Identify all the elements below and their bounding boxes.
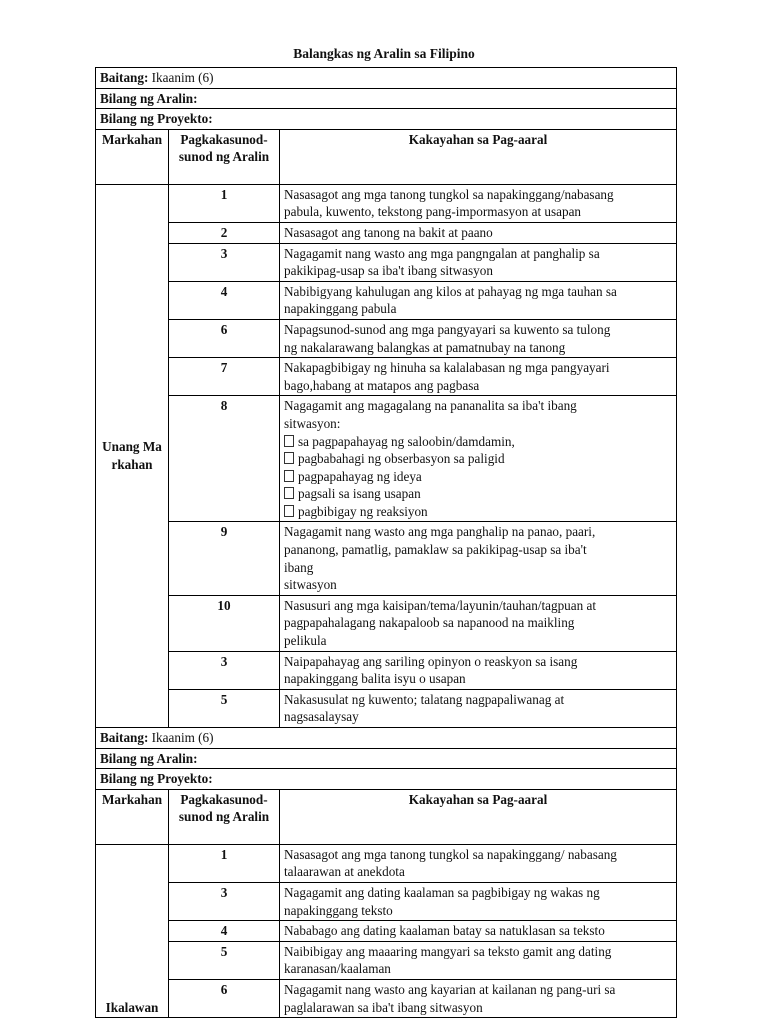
skill-description [280,595,677,651]
table-row [96,941,677,979]
skill-bullet-item [284,450,672,468]
grade-row [96,68,677,89]
table-row [96,651,677,689]
skill-text-line: Napagsunod-sunod ang mga pangyayari sa kuwento sa tulong [284,321,611,337]
skill-description [280,522,677,595]
table-row [96,222,677,243]
table-row [96,184,677,222]
quarter-name: Ikalawan [96,844,169,1017]
grade-value: Ikaanim (6) [151,70,214,85]
table-row [96,595,677,651]
checkbox-bullet-icon [284,435,294,447]
skill-description [280,941,677,979]
skill-text-line: Nasasagot ang mga tanong tungkol sa napakinggang/ nabasang [284,846,617,862]
grade-label: Baitang: [100,730,149,745]
header-skill: Kakayahan sa Pag-aaral [280,129,677,184]
table-header-row [96,789,677,844]
skill-text-line: Nasasagot ang mga tanong tungkol sa napakinggang/nabasang [284,186,614,202]
skill-text-line: paglalarawan sa iba't ibang sitwasyon [284,999,483,1015]
skill-text-line: Nakapagbibigay ng hinuha sa kalalabasan ng mga pangyayari [284,360,610,376]
grade-value: Ikaanim (6) [151,730,214,745]
skill-description [280,979,677,1017]
skill-description [280,689,677,727]
table-row [96,68,677,89]
lesson-sequence-number: 8 [169,396,280,522]
skill-bullet-text: pagsali sa isang usapan [298,486,421,502]
skill-text-line: Nagagamit ang magagalang na pananalita sa iba't ibang [284,398,577,414]
lesson-sequence-number: 3 [169,882,280,920]
table-body [96,68,677,1018]
table-row [96,979,677,1017]
skill-bullet-text: sa pagpapahayag ng saloobin/damdamin, [298,433,515,449]
skill-text-line: pakikipag-usap sa iba't ibang sitwasyon [284,263,493,279]
skill-text-line: ng nakalarawang balangkas at pamatnubay na tanong [284,339,566,355]
header-quarter: Markahan [96,789,169,844]
lesson-number-row [96,88,677,109]
lesson-sequence-number: 1 [169,844,280,882]
skill-text-line: sitwasyon [284,577,337,593]
skill-description [280,222,677,243]
skill-description [280,882,677,920]
header-sequence: Pagkakasunod-sunod ng Aralin [169,789,280,844]
lesson-sequence-number: 4 [169,281,280,319]
skill-bullet-item [284,468,672,486]
table-row [96,728,677,749]
skill-description [280,358,677,396]
skill-text-line: Naipapahayag ang sariling opinyon o reaskyon sa isang [284,653,578,669]
document-title: Balangkas ng Aralin sa Filipino [293,46,475,61]
checkbox-bullet-icon [284,470,294,482]
table-header-row [96,129,677,184]
skill-text-line: ibang [284,559,314,575]
skill-text-line: Nagagamit nang wasto ang kayarian at kailanan ng pang-uri sa [284,981,616,997]
skill-text-line: Nagagamit nang wasto ang mga pangngalan at panghalip sa [284,245,600,261]
skill-description [280,844,677,882]
skill-description [280,651,677,689]
checkbox-bullet-icon [284,505,294,517]
skill-text-line: napakinggang pabula [284,301,397,317]
table-row [96,319,677,357]
skill-text-line: napakinggang balita isyu o usapan [284,671,466,687]
skill-text-line: bago,habang at matapos ang pagbasa [284,377,480,393]
skill-text-line: Nagagamit nang wasto ang mga panghalip na panao, paari, [284,524,596,540]
skill-bullet-text: pagbibigay ng reaksiyon [298,503,428,519]
lesson-outline-table [95,67,677,1018]
quarter-name: Unang Markahan [96,184,169,727]
skill-bullet-text: pagbabahagi ng obserbasyon sa paligid [298,451,505,467]
skill-bullet-item [284,433,672,451]
skill-text-line: talaarawan at anekdota [284,864,405,880]
skill-text-line: Nagagamit ang dating kaalaman sa pagbibigay ng wakas ng [284,884,600,900]
lesson-sequence-number: 2 [169,222,280,243]
checkbox-bullet-icon [284,452,294,464]
header-quarter: Markahan [96,129,169,184]
lesson-sequence-number: 5 [169,689,280,727]
skill-description [280,243,677,281]
lesson-sequence-number: 10 [169,595,280,651]
skill-text-line: Nasasagot ang tanong na bakit at paano [284,224,493,240]
skill-text-line: karanasan/kaalaman [284,961,391,977]
skill-bullet-text: pagpapahayag ng ideya [298,468,422,484]
lesson-sequence-number: 5 [169,941,280,979]
skill-description [280,184,677,222]
skill-text-line: napakinggang teksto [284,902,393,918]
skill-text-line: Nabibigyang kahulugan ang kilos at pahayag ng mga tauhan sa [284,283,617,299]
skill-text-line: Nasusuri ang mga kaisipan/tema/layunin/tauhan/tagpuan at [284,597,597,613]
project-number-label: Bilang ng Proyekto: [100,771,213,787]
skill-description [280,319,677,357]
skill-bullet-item [284,503,672,521]
lesson-sequence-number: 4 [169,921,280,942]
project-number-row [96,769,677,790]
skill-text-line: pananong, pamatlig, pamaklaw sa pakikipag-usap sa iba't [284,542,587,558]
grade-label: Baitang: [100,70,149,85]
table-row [96,243,677,281]
skill-bullet-item [284,485,672,503]
skill-text-line: pagpapahalagang nakapaloob sa napanood na maikling [284,615,575,631]
table-row [96,88,677,109]
skill-text-line: sitwasyon: [284,415,341,431]
header-skill: Kakayahan sa Pag-aaral [280,789,677,844]
skill-description [280,281,677,319]
table-row [96,844,677,882]
grade-row [96,728,677,749]
lesson-sequence-number: 9 [169,522,280,595]
table-row [96,748,677,769]
skill-description [280,396,677,522]
lesson-sequence-number: 7 [169,358,280,396]
skill-description [280,921,677,942]
table-row [96,689,677,727]
table-row [96,769,677,790]
lesson-sequence-number: 3 [169,243,280,281]
skill-text-line: pabula, kuwento, tekstong pang-impormasyon at usapan [284,204,582,220]
table-row [96,281,677,319]
lesson-number-label: Bilang ng Aralin: [100,90,198,106]
checkbox-bullet-icon [284,487,294,499]
lesson-number-label: Bilang ng Aralin: [100,750,198,766]
lesson-number-row [96,748,677,769]
table-row [96,882,677,920]
header-sequence: Pagkakasunod-sunod ng Aralin [169,129,280,184]
project-number-label: Bilang ng Proyekto: [100,111,213,127]
project-number-row [96,109,677,130]
skill-text-line: nagsasalaysay [284,709,359,725]
skill-text-line: Naibibigay ang maaaring mangyari sa teksto gamit ang dating [284,943,612,959]
lesson-sequence-number: 3 [169,651,280,689]
lesson-sequence-number: 1 [169,184,280,222]
skill-text-line: Nakasusulat ng kuwento; talatang nagpapaliwanag at [284,691,565,707]
skill-text-line: Nababago ang dating kaalaman batay sa natuklasan sa teksto [284,923,605,939]
lesson-sequence-number: 6 [169,319,280,357]
table-row [96,396,677,522]
lesson-sequence-number: 6 [169,979,280,1017]
table-row [96,522,677,595]
table-row [96,109,677,130]
table-row [96,921,677,942]
skill-text-line: pelikula [284,633,327,649]
table-row [96,358,677,396]
